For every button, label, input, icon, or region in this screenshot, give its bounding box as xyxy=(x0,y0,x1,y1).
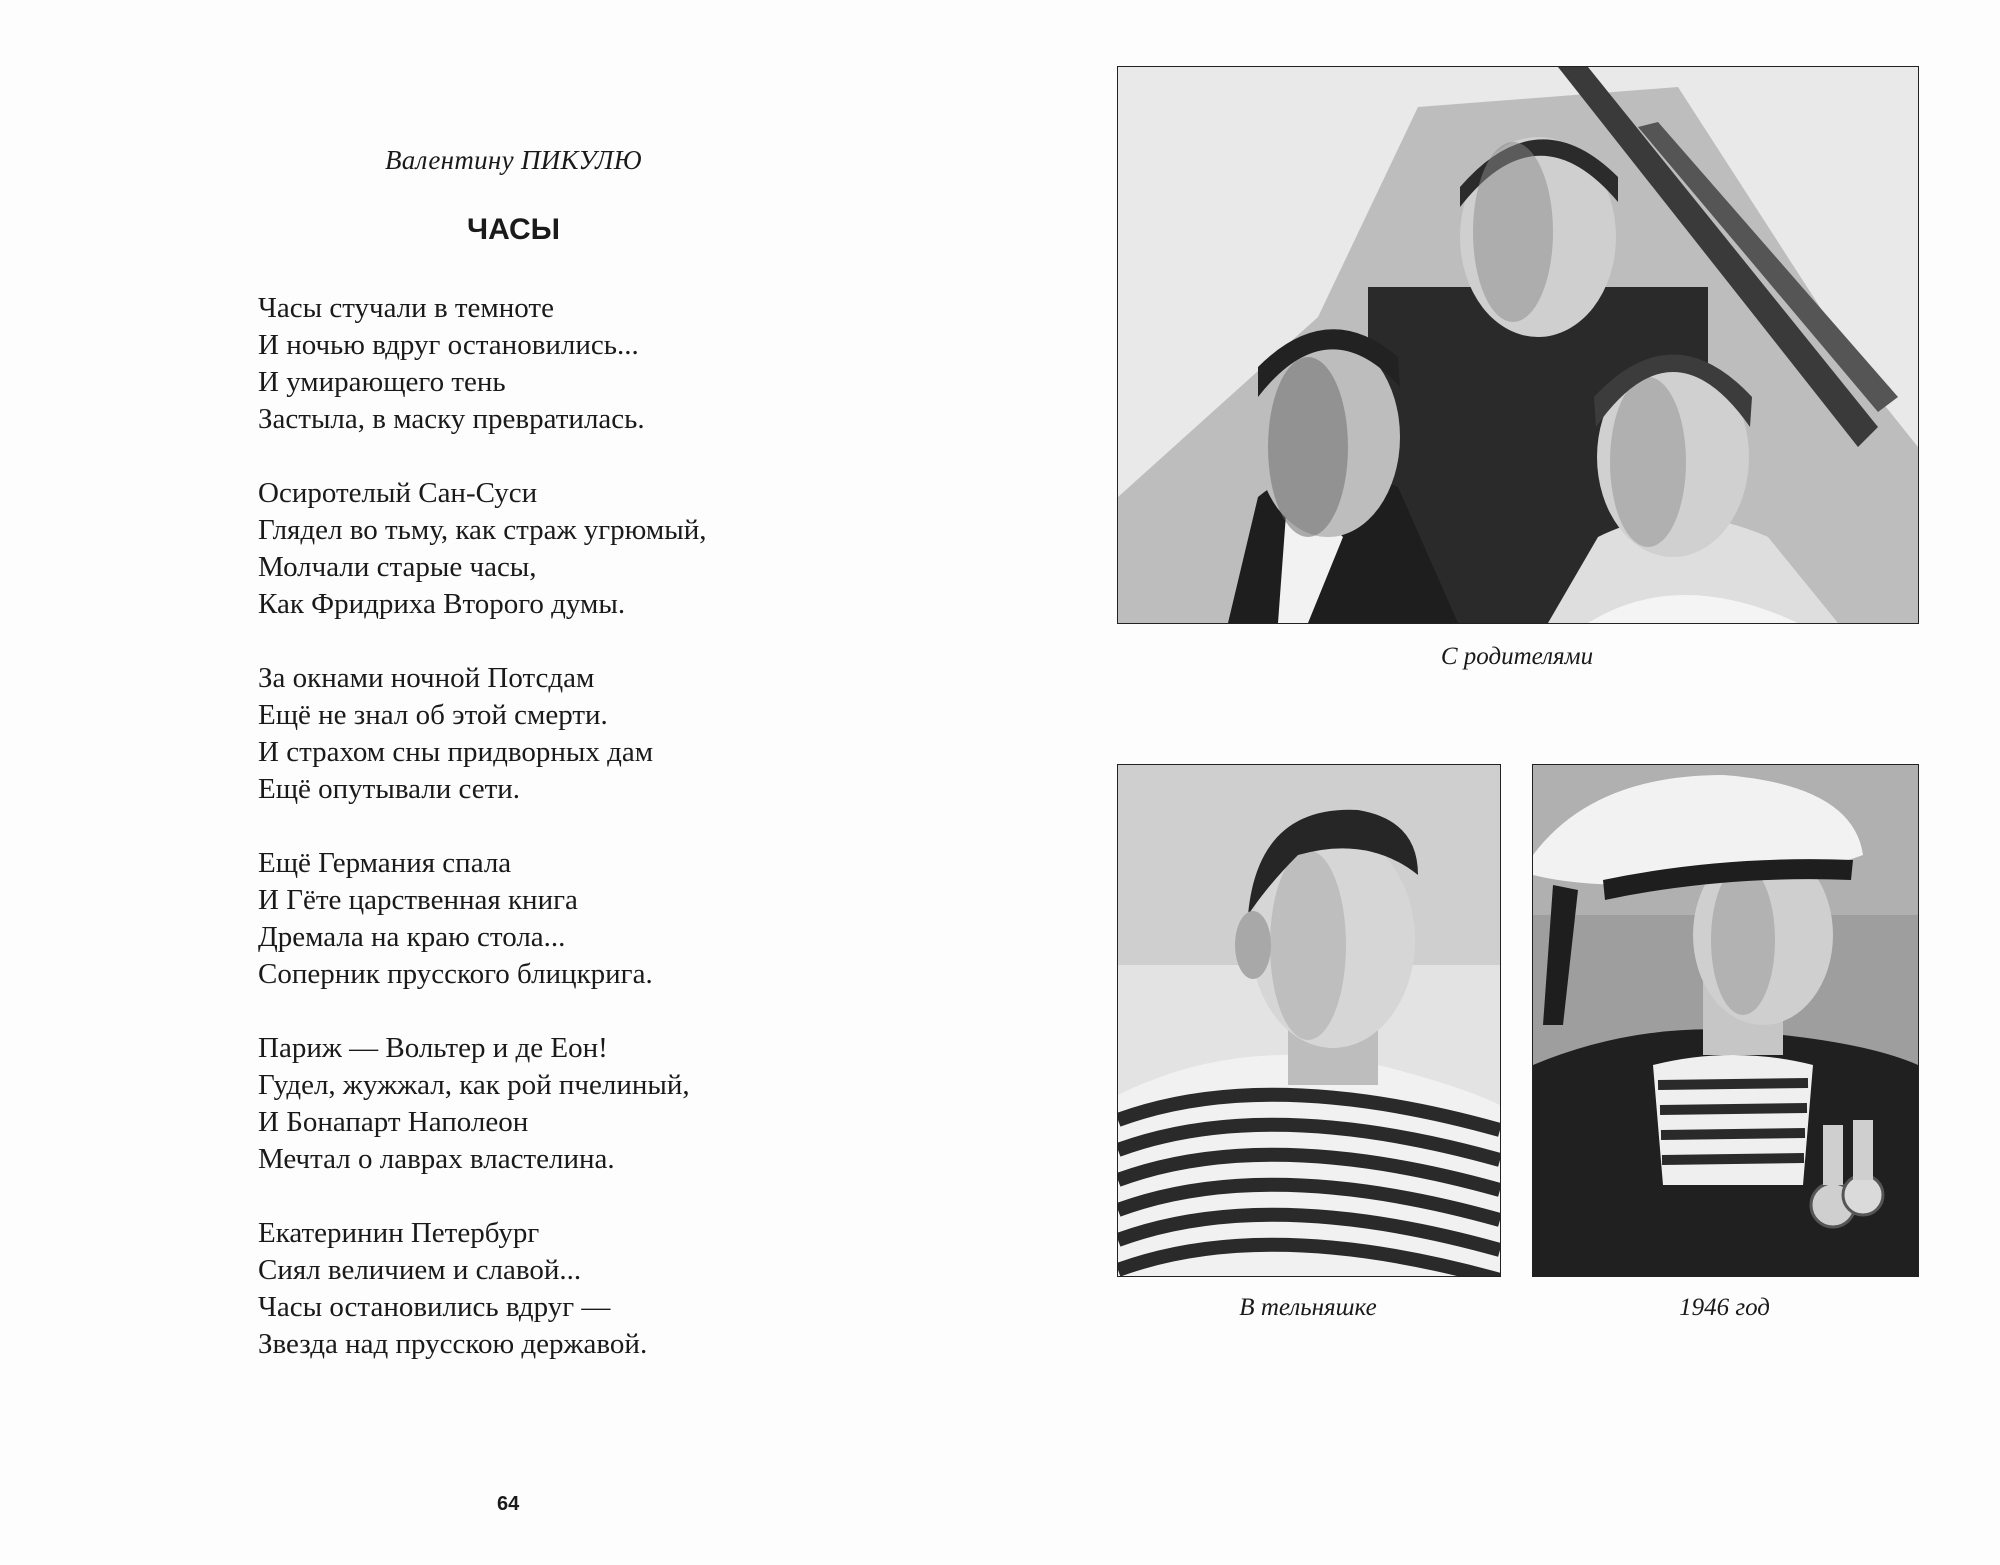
photo-1946 xyxy=(1532,764,1919,1277)
verse-line: Дремала на краю стола... xyxy=(258,921,566,953)
stanza xyxy=(258,1215,707,1363)
verse-line: И страхом сны придворных дам xyxy=(258,736,654,768)
verse-line: Ещё Германия спала xyxy=(258,847,512,879)
verse-line: Застыла, в маску превратилась. xyxy=(258,403,645,435)
verse-line: Часы стучали в темноте xyxy=(258,292,554,324)
verse-line: За окнами ночной Потсдам xyxy=(258,662,595,694)
caption-1946: 1946 год xyxy=(1679,1294,1770,1321)
stanza xyxy=(258,660,707,808)
verse-line: Глядел во тьму, как страж угрюмый, xyxy=(258,514,707,546)
stanza xyxy=(258,475,707,623)
verse-line: Молчали старые часы, xyxy=(258,551,537,583)
verse-line: Ещё не знал об этой смерти. xyxy=(258,699,608,731)
verse-line: Часы остановились вдруг — xyxy=(258,1291,611,1323)
caption-with-parents: С родителями xyxy=(1440,643,1594,670)
stanza xyxy=(258,290,707,438)
photo-1946-image xyxy=(1533,765,1918,1276)
photo-striped-shirt-image xyxy=(1118,765,1500,1276)
verse-line: Ещё опутывали сети. xyxy=(258,773,521,805)
verse-line: Соперник прусского блицкрига. xyxy=(258,958,653,990)
stanza xyxy=(258,1030,707,1178)
caption-striped-shirt: В тельняшке xyxy=(1239,1294,1377,1321)
dedication: Валентину ПИКУЛЮ xyxy=(385,145,642,175)
verse-line: И Бонапарт Наполеон xyxy=(258,1106,529,1138)
poem-body xyxy=(258,290,707,1400)
poem-title: ЧАСЫ xyxy=(467,213,561,246)
verse-line: Осиротелый Сан-Суси xyxy=(258,477,538,509)
verse-line: Екатеринин Петербург xyxy=(258,1217,540,1249)
photo-with-parents xyxy=(1117,66,1919,624)
verse-line: И ночью вдруг остановились... xyxy=(258,329,639,361)
verse-line: И Гёте царственная книга xyxy=(258,884,578,916)
verse-line: Сиял величием и славой... xyxy=(258,1254,582,1286)
verse-line: И умирающего тень xyxy=(258,366,506,398)
photo-with-parents-image xyxy=(1118,67,1918,623)
page-number: 64 xyxy=(497,1493,520,1515)
verse-line: Звезда над прусскою державой. xyxy=(258,1328,648,1360)
photo-striped-shirt xyxy=(1117,764,1501,1277)
stanza xyxy=(258,845,707,993)
verse-line: Как Фридриха Второго думы. xyxy=(258,588,626,620)
verse-line: Мечтал о лаврах властелина. xyxy=(258,1143,615,1175)
verse-line: Париж — Вольтер и де Еон! xyxy=(258,1032,608,1064)
verse-line: Гудел, жужжал, как рой пчелиный, xyxy=(258,1069,690,1101)
